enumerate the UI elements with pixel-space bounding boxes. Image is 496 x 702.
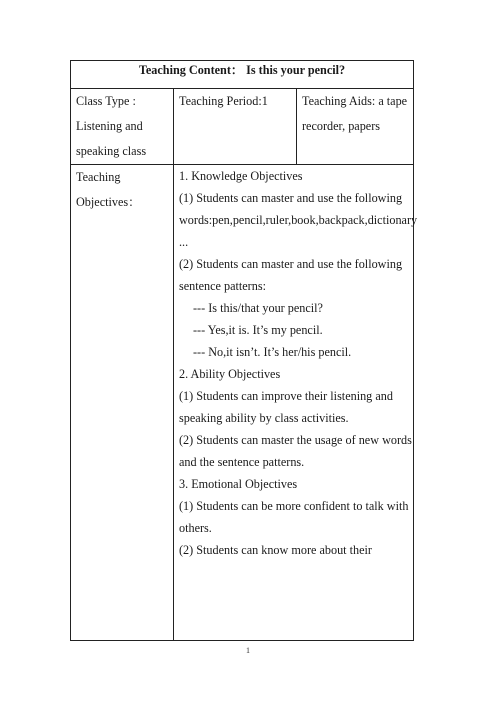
dialogue-line: --- No,it isn’t. It’s her/his pencil.: [193, 345, 352, 359]
header-row: [71, 61, 414, 89]
teaching-aids-line-1: Teaching Aids: a tape: [302, 94, 408, 108]
objective-line: words:pen,pencil,ruler,book,backpack,dictionary: [179, 213, 418, 227]
objective-line: (2) Students can master and use the following: [179, 257, 403, 271]
teaching-period: Teaching Period:1: [179, 94, 268, 108]
objectives-label-line-1: Teaching: [76, 170, 121, 184]
teaching-period-cell: [174, 89, 297, 165]
info-row: [71, 89, 414, 165]
objective-line: 1. Knowledge Objectives: [179, 169, 303, 183]
class-type-line-2: Listening and: [76, 119, 143, 133]
dialogue-line: --- Yes,it is. It’s my pencil.: [193, 323, 323, 337]
objectives-label-cell: [71, 165, 174, 641]
objective-line: (2) Students can know more about their: [179, 543, 372, 557]
objective-line: speaking ability by class activities.: [179, 411, 349, 425]
objective-line: (2) Students can master the usage of new words: [179, 433, 412, 447]
page-number: 1: [246, 646, 250, 655]
class-type-line-1: Class Type :: [76, 94, 136, 108]
objective-line: (1) Students can master and use the following: [179, 191, 403, 205]
objective-line: 2. Ability Objectives: [179, 367, 281, 381]
objective-line: (1) Students can improve their listening and: [179, 389, 393, 403]
objective-line: ...: [179, 235, 189, 249]
class-type-cell: [71, 89, 174, 165]
objectives-row: [71, 165, 414, 641]
objective-line: (1) Students can be more confident to talk with: [179, 499, 409, 513]
objectives-label-line-2: Objectives：: [76, 195, 141, 209]
teaching-content-title: Teaching Content： Is this your pencil?: [71, 61, 414, 89]
objective-line: sentence patterns:: [179, 279, 266, 293]
objective-line: others.: [179, 521, 212, 535]
teaching-aids-line-2: recorder, papers: [302, 119, 381, 133]
teaching-aids-cell: [297, 89, 414, 165]
class-type-line-3: speaking class: [76, 144, 147, 158]
objective-line: 3. Emotional Objectives: [179, 477, 298, 491]
objective-line: and the sentence patterns.: [179, 455, 305, 469]
lesson-plan-table: [70, 60, 418, 641]
dialogue-line: --- Is this/that your pencil?: [193, 301, 323, 315]
objectives-content-cell: [174, 165, 418, 641]
